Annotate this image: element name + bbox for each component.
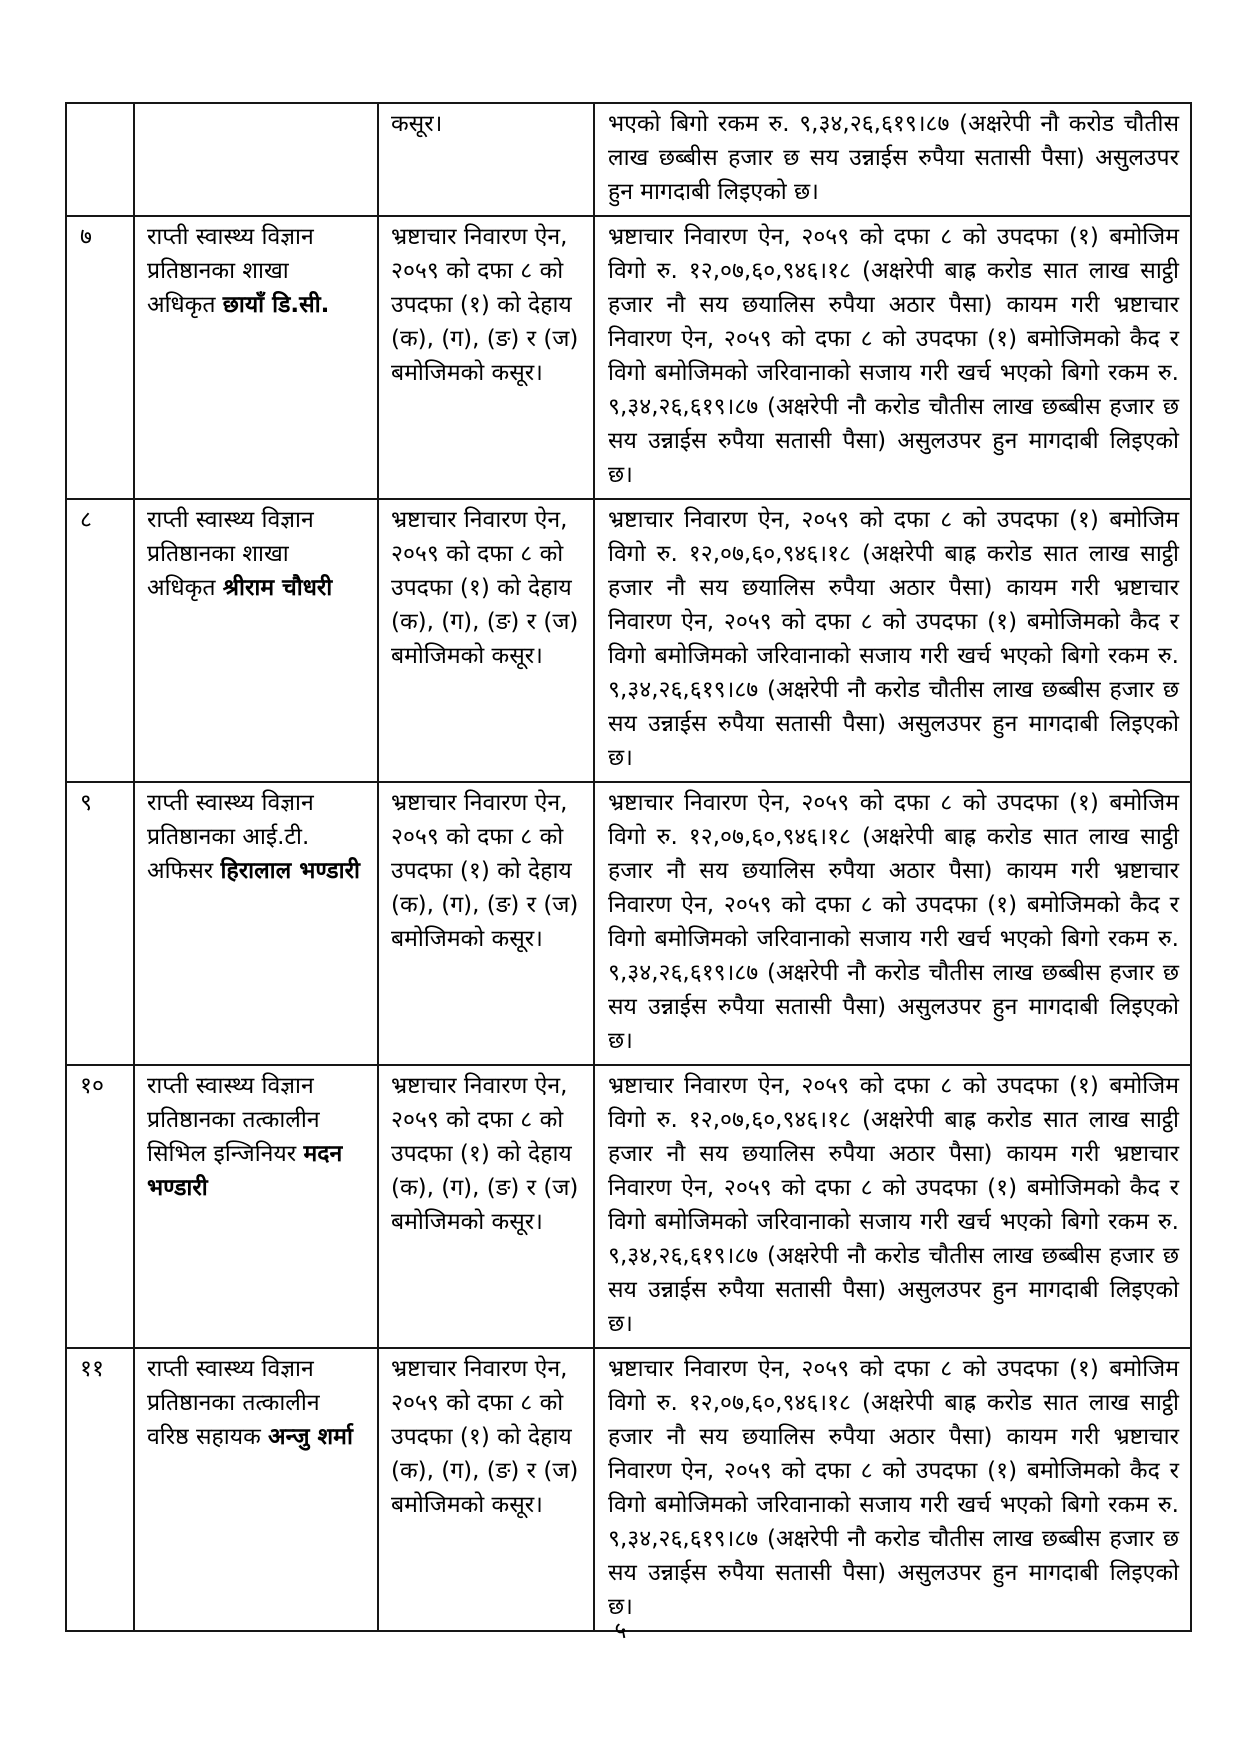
accused-cell — [134, 1065, 378, 1348]
accused-position: राप्ती स्वास्थ्य विज्ञान प्रतिष्ठानका तत्कालीन सिभिल इन्जिनियर — [147, 1073, 320, 1167]
decision-text: भ्रष्टाचार निवारण ऐन, २०५९ को दफा ८ को उपदफा (१) बमोजिम विगो रु. १२,०७,६०,९४६।१८ (अक्षरेपी बाह्र करोड सात लाख साट्ठी हजार नौ सय छयालिस रुपैया अठार पैसा) कायम गरी भ्रष्टाचार निवारण ऐन, २०५९ को दफा ८ को उपदफा (१) बमोजिमको कैद र विगो बमोजिमको जरिवानाको सजाय गरी खर्च भएको बिगो रकम रु. ९,३४,२६,६१९।८७ (अक्षरेपी नौ करोड चौतीस लाख छब्बीस हजार छ सय उन्नाईस रुपैया सतासी पैसा) असुलउपर हुन मागदाबी लिइएको छ। — [608, 1356, 1179, 1620]
accused-position: राप्ती स्वास्थ्य विज्ञान प्रतिष्ठानका तत्कालीन वरिष्ठ सहायक — [147, 1356, 320, 1450]
accused-name: छायाँ डि.सी. — [222, 292, 330, 318]
accused-position: राप्ती स्वास्थ्य विज्ञान प्रतिष्ठानका आई.टी. अफिसर — [147, 790, 314, 884]
charge-text: भ्रष्टाचार निवारण ऐन, २०५९ को दफा ८ को उपदफा (१) को देहाय (क), (ग), (ङ) र (ज) बमोजिमको कसूर। — [391, 1356, 579, 1518]
row-number: ७ — [80, 224, 92, 250]
sn-cell — [66, 1348, 134, 1631]
accused-name: मदन भण्डारी — [147, 1141, 343, 1201]
decision-cell — [594, 1065, 1191, 1348]
decision-cell — [594, 1348, 1191, 1631]
table-row — [66, 216, 1191, 499]
sn-cell — [66, 216, 134, 499]
charge-cell — [378, 499, 594, 782]
decision-text: भ्रष्टाचार निवारण ऐन, २०५९ को दफा ८ को उपदफा (१) बमोजिम विगो रु. १२,०७,६०,९४६।१८ (अक्षरेपी बाह्र करोड सात लाख साट्ठी हजार नौ सय छयालिस रुपैया अठार पैसा) कायम गरी भ्रष्टाचार निवारण ऐन, २०५९ को दफा ८ को उपदफा (१) बमोजिमको कैद र विगो बमोजिमको जरिवानाको सजाय गरी खर्च भएको बिगो रकम रु. ९,३४,२६,६१९।८७ (अक्षरेपी नौ करोड चौतीस लाख छब्बीस हजार छ सय उन्नाईस रुपैया सतासी पैसा) असुलउपर हुन मागदाबी लिइएको छ। — [608, 1073, 1179, 1337]
table-row — [66, 1065, 1191, 1348]
sn-cell — [66, 103, 134, 216]
charge-text: भ्रष्टाचार निवारण ऐन, २०५९ को दफा ८ को उपदफा (१) को देहाय (क), (ग), (ङ) र (ज) बमोजिमको कसूर। — [391, 1073, 579, 1235]
decision-cell — [594, 216, 1191, 499]
accused-cell — [134, 782, 378, 1065]
accused-cell — [134, 499, 378, 782]
row-number: ११ — [80, 1356, 104, 1382]
charge-text: कसूर। — [391, 111, 443, 137]
table-row — [66, 499, 1191, 782]
accused-cell — [134, 216, 378, 499]
accused-name: अन्जु शर्मा — [268, 1424, 353, 1450]
decision-text: भ्रष्टाचार निवारण ऐन, २०५९ को दफा ८ को उपदफा (१) बमोजिम विगो रु. १२,०७,६०,९४६।१८ (अक्षरेपी बाह्र करोड सात लाख साट्ठी हजार नौ सय छयालिस रुपैया अठार पैसा) कायम गरी भ्रष्टाचार निवारण ऐन, २०५९ को दफा ८ को उपदफा (१) बमोजिमको कैद र विगो बमोजिमको जरिवानाको सजाय गरी खर्च भएको बिगो रकम रु. ९,३४,२६,६१९।८७ (अक्षरेपी नौ करोड चौतीस लाख छब्बीस हजार छ सय उन्नाईस रुपैया सतासी पैसा) असुलउपर हुन मागदाबी लिइएको छ। — [608, 224, 1179, 488]
decision-cell — [594, 499, 1191, 782]
charge-cell — [378, 103, 594, 216]
table-row-continuation — [66, 103, 1191, 216]
row-number: १० — [80, 1073, 104, 1099]
charge-cell — [378, 782, 594, 1065]
decision-cell — [594, 103, 1191, 216]
sn-cell — [66, 782, 134, 1065]
charge-cell — [378, 1348, 594, 1631]
decision-text: भ्रष्टाचार निवारण ऐन, २०५९ को दफा ८ को उपदफा (१) बमोजिम विगो रु. १२,०७,६०,९४६।१८ (अक्षरेपी बाह्र करोड सात लाख साट्ठी हजार नौ सय छयालिस रुपैया अठार पैसा) कायम गरी भ्रष्टाचार निवारण ऐन, २०५९ को दफा ८ को उपदफा (१) बमोजिमको कैद र विगो बमोजिमको जरिवानाको सजाय गरी खर्च भएको बिगो रकम रु. ९,३४,२६,६१९।८७ (अक्षरेपी नौ करोड चौतीस लाख छब्बीस हजार छ सय उन्नाईस रुपैया सतासी पैसा) असुलउपर हुन मागदाबी लिइएको छ। — [608, 507, 1179, 771]
corruption-cases-table — [65, 102, 1192, 1632]
accused-name: हिरालाल भण्डारी — [220, 858, 360, 884]
sn-cell — [66, 1065, 134, 1348]
accused-cell — [134, 103, 378, 216]
charge-text: भ्रष्टाचार निवारण ऐन, २०५९ को दफा ८ को उपदफा (१) को देहाय (क), (ग), (ङ) र (ज) बमोजिमको कसूर। — [391, 507, 579, 669]
row-number: ८ — [80, 507, 92, 533]
accused-position: राप्ती स्वास्थ्य विज्ञान प्रतिष्ठानका शाखा अधिकृत — [147, 224, 314, 318]
row-number: ९ — [80, 790, 92, 816]
charge-text: भ्रष्टाचार निवारण ऐन, २०५९ को दफा ८ को उपदफा (१) को देहाय (क), (ग), (ङ) र (ज) बमोजिमको कसूर। — [391, 224, 579, 386]
decision-text: भ्रष्टाचार निवारण ऐन, २०५९ को दफा ८ को उपदफा (१) बमोजिम विगो रु. १२,०७,६०,९४६।१८ (अक्षरेपी बाह्र करोड सात लाख साट्ठी हजार नौ सय छयालिस रुपैया अठार पैसा) कायम गरी भ्रष्टाचार निवारण ऐन, २०५९ को दफा ८ को उपदफा (१) बमोजिमको कैद र विगो बमोजिमको जरिवानाको सजाय गरी खर्च भएको बिगो रकम रु. ९,३४,२६,६१९।८७ (अक्षरेपी नौ करोड चौतीस लाख छब्बीस हजार छ सय उन्नाईस रुपैया सतासी पैसा) असुलउपर हुन मागदाबी लिइएको छ। — [608, 790, 1179, 1054]
accused-position: राप्ती स्वास्थ्य विज्ञान प्रतिष्ठानका शाखा अधिकृत — [147, 507, 314, 601]
accused-name: श्रीराम चौधरी — [222, 575, 333, 601]
table-row — [66, 782, 1191, 1065]
accused-cell — [134, 1348, 378, 1631]
decision-text: भएको बिगो रकम रु. ९,३४,२६,६१९।८७ (अक्षरेपी नौ करोड चौतीस लाख छब्बीस हजार छ सय उन्नाईस रुपैया सतासी पैसा) असुलउपर हुन मागदाबी लिइएको छ। — [608, 111, 1179, 205]
charge-cell — [378, 216, 594, 499]
table-row — [66, 1348, 1191, 1631]
charge-text: भ्रष्टाचार निवारण ऐन, २०५९ को दफा ८ को उपदफा (१) को देहाय (क), (ग), (ङ) र (ज) बमोजिमको कसूर। — [391, 790, 579, 952]
decision-cell — [594, 782, 1191, 1065]
sn-cell — [66, 499, 134, 782]
charge-cell — [378, 1065, 594, 1348]
page-number: ५ — [614, 1618, 627, 1644]
